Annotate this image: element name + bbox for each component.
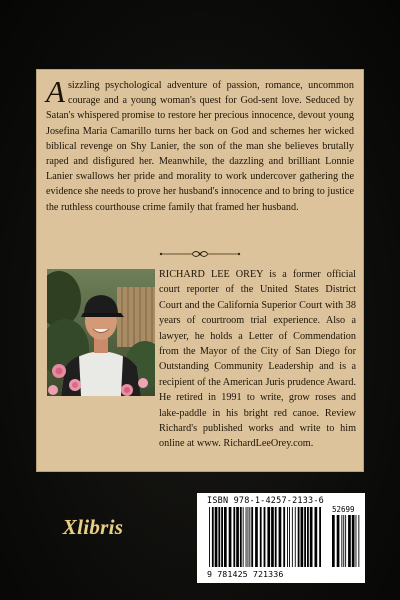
barcode-bar [246,507,247,567]
barcode-bar [240,507,242,567]
barcode-bar [298,507,300,567]
barcode-bar [209,507,210,567]
barcode-bar [332,515,335,567]
barcode-bar [251,507,253,567]
barcode-bar [292,507,293,567]
barcode-bar [289,507,290,567]
barcode-bar [345,515,346,567]
barcode-bar [356,515,357,567]
price-code: 52699 [332,505,355,514]
barcode-bar [341,515,342,567]
barcode-bar [233,507,235,567]
barcode-bar [348,515,351,567]
barcode-bar [295,507,296,567]
author-bio: RICHARD LEE OREY is a former official court reporter of the United States District Court and the California Superior Court with 38 years of courtroom trial experience. Also a lawyer, he holds a Letter of Commendation from the Mayor of the City of San Diego for Outstanding Community Leadership and is a recipient of the American Juris prudence Award. He retired in 1991 to write, grow roses and lake-paddle in his bright red canoe. Review Richard's published works and write to him online at www. RichardLeeOrey.com. [159,269,356,450]
barcode-bar [358,515,359,567]
barcode-bar [215,507,218,567]
barcode-bar [352,515,355,567]
barcode-bar [271,507,274,567]
barcode-bar [224,507,227,567]
barcode-bar [264,507,266,567]
publisher-logo-text: Xlibris [62,515,124,539]
text-panel [36,69,364,472]
blurb-text: sizzling psychological adventure of passion, romance, uncommon courage and a young woman's quest for God-sent love. Seduced by Satan's whispered promise to restore her precious innocence, devout young Josefina Maria Camarillo turns her back on God and schemes her wicked biblical revenge on Shy Lanier, the son of the man she believes brutally raped and disfigured her. Meanwhile, the dazzling and brilliant Lonnie Lanier swallows her pride and morality to work undercover gathering the evidence she needs to prove her husband's innocence and to bring to justice the ruthless courthouse crime family that framed her husband. [46,80,354,213]
barcode-bar [243,507,244,567]
barcode-bar [229,507,232,567]
barcode-bar [319,507,321,567]
barcode-bar [248,507,249,567]
barcode-bar [315,507,318,567]
barcode-bar [337,515,340,567]
isbn-text: ISBN 978-1-4257-2133-6 [207,496,324,506]
drop-cap: A [46,74,65,109]
barcode-label [197,493,365,583]
blurb-paragraph [46,74,354,215]
barcode-bar [275,507,277,567]
barcode-bar [212,507,214,567]
barcode-bar [279,507,282,567]
barcode-digits: 9 781425 721336 [207,569,284,579]
barcode-bar [249,507,250,567]
barcode-bar [304,507,306,567]
barcode-bar [283,507,285,567]
barcode-bar [307,507,309,567]
barcode-bar [310,507,313,567]
barcode-bar [236,507,239,567]
barcode-bar [343,515,344,567]
publisher-logo [56,512,130,542]
barcode-bar [301,507,304,567]
ornament-divider-icon [159,248,241,260]
author-photo [47,269,155,396]
barcode-bar [260,507,262,567]
barcode-bar [255,507,258,567]
barcode-bar [218,507,220,567]
barcode-bar [267,507,270,567]
barcode-bar [287,507,288,567]
barcode-bar [221,507,223,567]
